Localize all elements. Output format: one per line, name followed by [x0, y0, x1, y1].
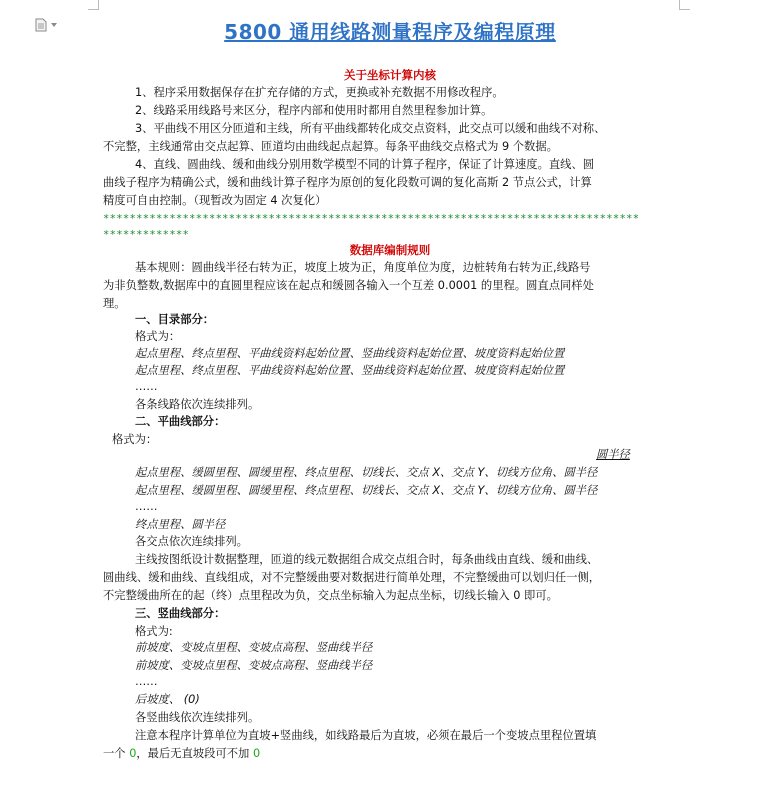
paragraph-line: 理。 [103, 297, 126, 310]
paragraph-line: 曲线子程序为精确公式，缓和曲线计算子程序为原创的复化段数可调的复化高斯 2 节点公式，计算 [103, 176, 592, 189]
radius-label: 圆半径 [596, 448, 630, 461]
paragraph-line: 为非负整数,数据库中的直圆里程应该在起点和缓圆各输入一个互差 0.0001 的里程。圆直点同样处 [103, 279, 594, 292]
format-row: 起点里程、缓圆里程、圆缓里程、终点里程、切线长、交点 X、交点 Y、切线方位角、圆半径 [135, 484, 598, 497]
paragraph-line: 4、直线、圆曲线、缓和曲线分别用数学模型不同的计算子程序，保证了计算速度。直线、圆 [135, 158, 595, 171]
note-line: 各条线路依次连续排列。 [135, 398, 260, 411]
paragraph-line: 圆曲线、缓和曲线、直线组成，对不完整缓曲要对数据进行简单处理，不完整缓曲可以划归任一侧， [103, 571, 601, 584]
paragraph-line: 2、线路采用线路号来区分，程序内部和使用时都用自然里程参加计算。 [135, 104, 493, 117]
format-label: 格式为： [112, 433, 158, 446]
ellipsis: …… [135, 500, 158, 513]
subsection-heading: 一、目录部分： [135, 313, 215, 326]
format-row: 前坡度、变坡点里程、变坡点高程、竖曲线半径 [135, 641, 373, 654]
format-row: 起点里程、终点里程、平曲线资料起始位置、竖曲线资料起始位置、坡度资料起始位置 [135, 347, 565, 360]
paragraph-line [103, 745, 683, 763]
paragraph-line: 不完整缓曲所在的起（终）点里程改为负，交点坐标输入为起点坐标，切线长输入 0 即可。 [103, 589, 558, 602]
ellipsis: …… [135, 675, 158, 688]
text-run: ，最后无直坡段可不加 [136, 747, 253, 760]
format-row: 终点里程、圆半径 [135, 518, 226, 531]
highlighted-zero: 0 [129, 747, 137, 760]
highlighted-zero: 0 [252, 747, 261, 760]
paragraph-line: 基本规则：圆曲线半径右转为正，坡度上坡为正，角度单位为度，边桩转角右转为正,线路号 [135, 261, 591, 274]
text-run: 一个 [103, 747, 130, 760]
margin-corner-mark [680, 9, 690, 10]
subsection-heading: 二、平曲线部分： [135, 415, 226, 428]
paragraph-line: 主线按图纸设计数据整理，匝道的线元数据组合成交点组合时，每条曲线由直线、缓和曲线、 [135, 553, 599, 566]
page-title: 5800 通用线路测量程序及编程原理 [224, 20, 556, 44]
paragraph-line: 精度可自由控制。（现暂改为固定 4 次复化） [103, 194, 327, 207]
section-heading: 关于坐标计算内核 [344, 68, 436, 82]
paragraph-line: 1、程序采用数据保存在扩充存储的方式，更换或补充数据不用修改程序。 [135, 86, 504, 99]
note-line: 各交点依次连续排列。 [135, 535, 248, 548]
star-separator: ********************************************************************************* [103, 213, 640, 225]
format-label: 格式为: [135, 625, 173, 638]
section-heading: 数据库编制规则 [349, 243, 431, 257]
margin-corner-mark [98, 0, 99, 10]
subsection-heading: 三、竖曲线部分： [135, 607, 226, 620]
paragraph-line: 3、平曲线不用区分匝道和主线，所有平曲线都转化成交点资料，此交点可以缓和曲线不对称、 [135, 122, 606, 135]
format-row: 起点里程、终点里程、平曲线资料起始位置、竖曲线资料起始位置、坡度资料起始位置 [135, 364, 565, 377]
margin-corner-mark [88, 9, 98, 10]
note-line: 各竖曲线依次连续排列。 [135, 711, 260, 724]
ellipsis: …… [135, 380, 158, 393]
format-row: 起点里程、缓圆里程、圆缓里程、终点里程、切线长、交点 X、交点 Y、切线方位角、圆半径 [135, 466, 598, 479]
format-label: 格式为： [135, 330, 181, 343]
format-row: 前坡度、变坡点里程、变坡点高程、竖曲线半径 [135, 659, 373, 672]
paragraph-line: 不完整，主线通常由交点起算、匝道均由曲线起点起算。每条平曲线交点格式为 9 个数据。 [103, 140, 558, 153]
paragraph-line: 注意本程序计算单位为直坡+竖曲线，如线路最后为直坡，必须在最后一个变坡点里程位置填 [135, 729, 597, 742]
star-separator: ************* [103, 229, 190, 241]
format-row: 后坡度、 (0) [135, 693, 200, 706]
